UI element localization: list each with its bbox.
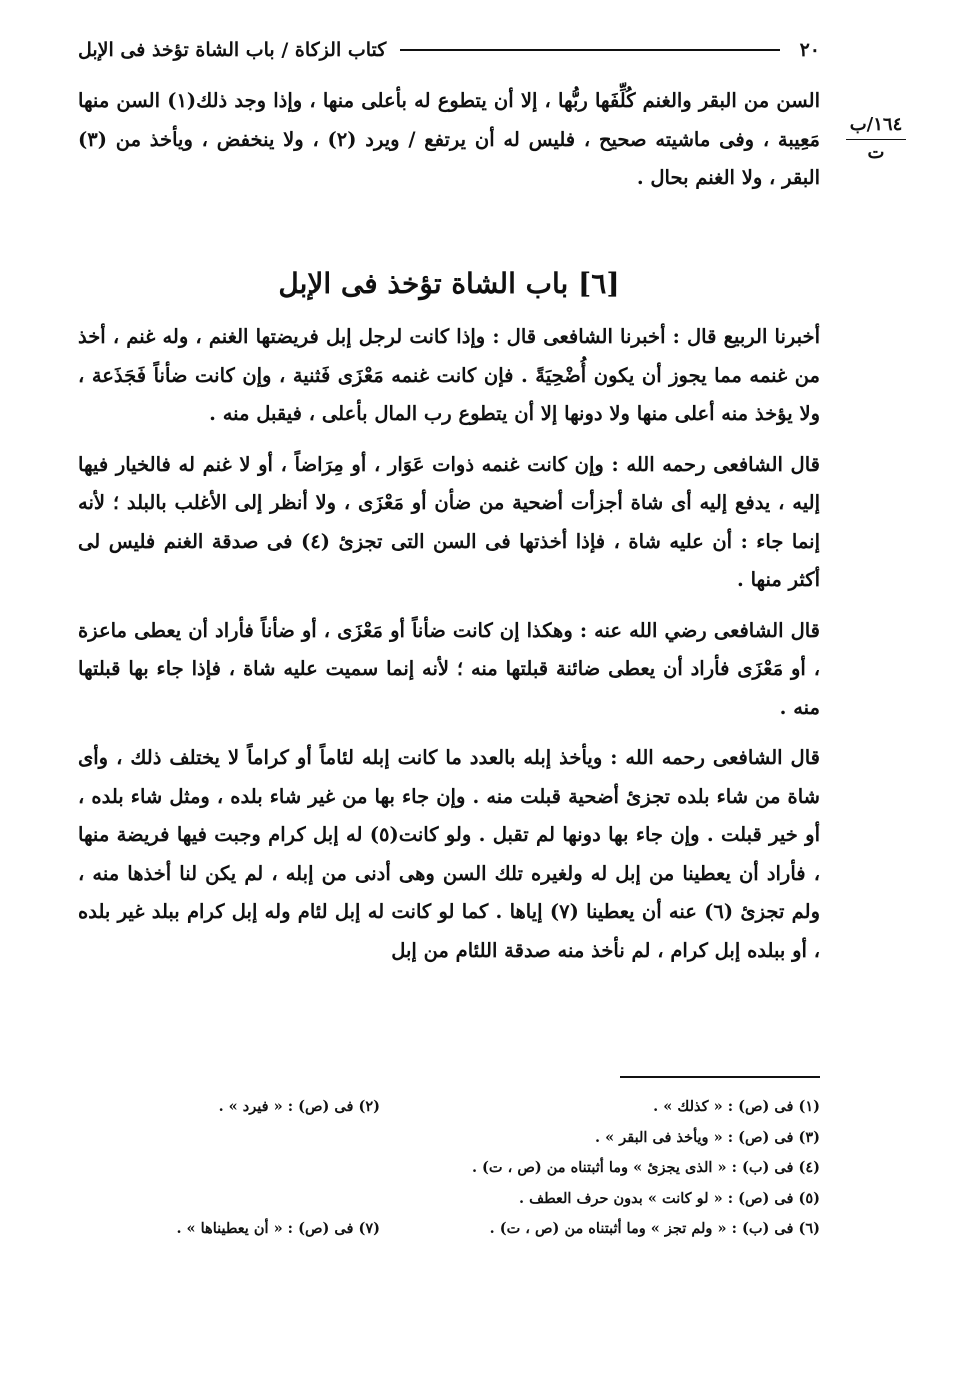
running-header [78, 36, 820, 64]
footnote-row [78, 1123, 820, 1154]
main-text [78, 318, 820, 970]
paragraph-text: قال : أخبرنا الشافعى قال : وإذا كانت لرجل إبل فريضتها الغنم ، وله غنم ، أخذ من غنمه مما يجوز أن يكون أُضْحِيَةً . فإن كانت غنمه مَعْزَى فَثنية ، وإن كانت ضأناً فَجَذَعة ، ولا يؤخذ منه أعلى منها ولا دونها إلا أن يتطوع رب المال بأعلى ، فيقبل منه . [78, 325, 820, 425]
header-title: كتاب الزكاة / باب الشاة تؤخذ فى الإبل [78, 39, 387, 61]
paragraph-speaker: قال الشافعى [713, 618, 820, 642]
paragraph-text: رضي الله عنه : وهكذا إن كانت ضأناً أو مَعْزَى ، أو ضأناً فأراد أن يعطى ماعزة ، أو مَعْزَى فأراد أن يعطى ضائنة قبلتها منه ؛ لأنه إنما سميت عليه شاة ، فإذا جاء بها قبلتها منه . [78, 618, 820, 719]
footnote-row [78, 1214, 820, 1245]
footnote-row [78, 1184, 820, 1215]
paragraph-speaker: قال الشافعى [712, 746, 820, 769]
footnote: (٧) فى (ص) : « أن يعطيناها » . [176, 1220, 380, 1237]
margin-ref-divider [846, 139, 906, 140]
footnotes [78, 1092, 820, 1245]
footnote: (٥) فى (ص) : « لو كانت » بدون حرف العطف . [519, 1189, 820, 1207]
margin-ref-bottom: ت [867, 142, 885, 163]
footnote [380, 1184, 390, 1215]
footnote-row [78, 1153, 820, 1184]
paragraph-text: رحمه الله : ويأخذ إبله بالعدد ما كانت إبله لئاماً أو كراماً لا يختلف ذلك ، وأى شاة من شاء بلده تجزئ أضحية قبلت منه . وإن جاء بها من غير شاء بلده ، ومثل شاء بلده ، أو خير قبلت . وإن جاء بها دونها لم تقبل . ولو كانت(٥) له إبل كرام وجبت فيها فريضة منها ، فأراد أن يعطينا من إبل له ولغيره تلك السن وهى أدنى من إبله ، لم يكن لنا أخذها منه ، ولم تجزئ (٦) عنه أن يعطينا (٧) إياها . كما لو كانت له إبل لئام وله إبل كرام ببلد غير بلده ، أو ببلده إبل كرام ، لم نأخذ منه صدقة اللئام من إبل [78, 746, 821, 962]
footnote: (٦) فى (ب) : « ولم تجز » وما أثبتناه من (ص ، ت) . [489, 1220, 820, 1237]
paragraph-4 [78, 739, 820, 970]
paragraph-2 [78, 446, 820, 600]
footnote [380, 1153, 390, 1184]
paragraph-3 [78, 612, 820, 728]
margin-ref-top: ١٦٤/ب [849, 114, 903, 135]
footnote-rule [620, 1076, 820, 1078]
footnote: (٣) فى (ص) : « ويأخذ فى البقر » . [595, 1128, 820, 1146]
footnote [380, 1123, 390, 1154]
paragraph-1 [78, 318, 820, 434]
footnote: (٢) فى (ص) : « فيرد » . [218, 1098, 380, 1115]
footnote: (١) فى (ص) : « كذلك » . [653, 1098, 820, 1115]
section-title: [٦] باب الشاة تؤخذ فى الإبل [278, 267, 620, 300]
intro-text [78, 82, 820, 198]
paragraph-speaker: أخبرنا الربيع [723, 325, 820, 348]
header-rule [400, 49, 779, 51]
intro-paragraph: السن من البقر والغنم كُلِّفَها ربُّها ، إلا أن يتطوع له بأعلى منها ، وإذا وجد ذلك(١) السن منها مَعِيبة ، وفى ماشيته صحيح ، فليس له أن يرتفع / ويرد (٢) ، ولا ينخفض ، ويأخذ من (٣) البقر ، ولا الغنم بحال . [78, 89, 820, 189]
page-number: ٢٠ [799, 39, 820, 61]
paragraph-text: رحمه الله : وإن كانت غنمه ذوات عَوَار ، أو مِرَاضاً ، أو لا غنم له فالخيار فيها إليه ، يدفع إليه أى شاة أجزأت أضحية من ضأن أو مَعْزَى ، ولا أنظر إلى الأغلب بالبلد ؛ لأنه إنما جاء : أن عليه شاة ، فإذا أخذتها فى السن التى تجزئ (٤) فى صدقة الغنم فليس لى أكثر منها . [78, 452, 820, 591]
paragraph-speaker: قال الشافعى [713, 452, 820, 476]
footnote-row [78, 1092, 820, 1123]
footnote: (٤) فى (ب) : « الذى يجزئ » وما أثبتناه من (ص ، ت) . [471, 1159, 820, 1176]
margin-reference [846, 114, 906, 163]
